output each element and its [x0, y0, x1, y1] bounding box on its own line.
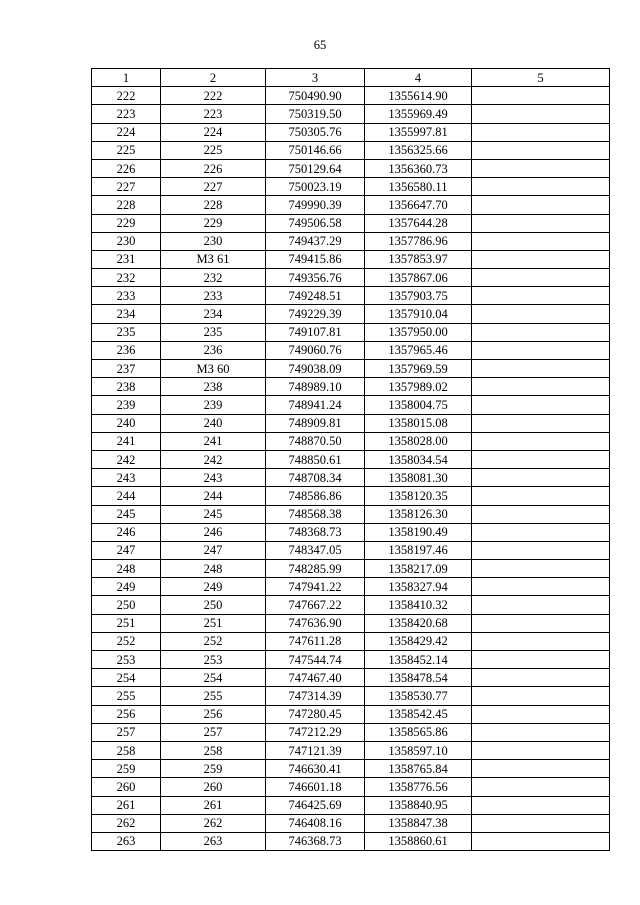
x-coordinate-cell: 748568.38 [266, 505, 365, 523]
y-coordinate-cell: 1357910.04 [365, 305, 472, 323]
y-coordinate-cell: 1355614.90 [365, 87, 472, 105]
point-number-cell: 236 [92, 341, 161, 359]
point-number-cell: 227 [92, 178, 161, 196]
note-cell [472, 123, 610, 141]
point-label-cell: 253 [161, 651, 266, 669]
y-coordinate-cell: 1355997.81 [365, 123, 472, 141]
y-coordinate-cell: 1357786.96 [365, 232, 472, 250]
point-label-cell: 222 [161, 87, 266, 105]
y-coordinate-cell: 1358120.35 [365, 487, 472, 505]
y-coordinate-cell: 1358034.54 [365, 450, 472, 468]
table-row [92, 687, 610, 705]
x-coordinate-cell: 750305.76 [266, 123, 365, 141]
note-cell [472, 832, 610, 850]
table-row [92, 669, 610, 687]
note-cell [472, 232, 610, 250]
x-coordinate-cell: 748850.61 [266, 450, 365, 468]
point-number-cell: 261 [92, 796, 161, 814]
table-row [92, 505, 610, 523]
point-label-cell: 244 [161, 487, 266, 505]
y-coordinate-cell: 1357950.00 [365, 323, 472, 341]
x-coordinate-cell: 748708.34 [266, 469, 365, 487]
table-row [92, 760, 610, 778]
note-cell [472, 141, 610, 159]
point-label-cell: 232 [161, 269, 266, 287]
coordinates-table [91, 68, 610, 851]
note-cell [472, 505, 610, 523]
y-coordinate-cell: 1358126.30 [365, 505, 472, 523]
table-row [92, 651, 610, 669]
note-cell [472, 269, 610, 287]
point-number-cell: 262 [92, 814, 161, 832]
point-number-cell: 240 [92, 414, 161, 432]
table-row [92, 469, 610, 487]
point-label-cell: 240 [161, 414, 266, 432]
x-coordinate-cell: 746408.16 [266, 814, 365, 832]
x-coordinate-cell: 749038.09 [266, 360, 365, 378]
point-label-cell: 234 [161, 305, 266, 323]
point-number-cell: 259 [92, 760, 161, 778]
point-label-cell: 262 [161, 814, 266, 832]
y-coordinate-cell: 1358860.61 [365, 832, 472, 850]
point-number-cell: 229 [92, 214, 161, 232]
y-coordinate-cell: 1357644.28 [365, 214, 472, 232]
point-number-cell: 253 [92, 651, 161, 669]
point-number-cell: 245 [92, 505, 161, 523]
table-row [92, 396, 610, 414]
point-label-cell: 263 [161, 832, 266, 850]
point-label-cell: 257 [161, 723, 266, 741]
y-coordinate-cell: 1358478.54 [365, 669, 472, 687]
table-row [92, 141, 610, 159]
point-number-cell: 257 [92, 723, 161, 741]
point-label-cell: 235 [161, 323, 266, 341]
table-row [92, 705, 610, 723]
point-label-cell: 227 [161, 178, 266, 196]
table-row [92, 323, 610, 341]
x-coordinate-cell: 748870.50 [266, 432, 365, 450]
x-coordinate-cell: 748586.86 [266, 487, 365, 505]
point-number-cell: 247 [92, 541, 161, 559]
x-coordinate-cell: 749248.51 [266, 287, 365, 305]
note-cell [472, 250, 610, 268]
x-coordinate-cell: 748989.10 [266, 378, 365, 396]
table-row [92, 341, 610, 359]
table-row [92, 723, 610, 741]
point-label-cell: МЗ 60 [161, 360, 266, 378]
point-label-cell: 236 [161, 341, 266, 359]
column-header-5: 5 [472, 69, 610, 87]
y-coordinate-cell: 1355969.49 [365, 105, 472, 123]
x-coordinate-cell: 749506.58 [266, 214, 365, 232]
y-coordinate-cell: 1358420.68 [365, 614, 472, 632]
y-coordinate-cell: 1358776.56 [365, 778, 472, 796]
point-number-cell: 234 [92, 305, 161, 323]
point-label-cell: МЗ 61 [161, 250, 266, 268]
table-row [92, 232, 610, 250]
point-label-cell: 261 [161, 796, 266, 814]
table-row [92, 178, 610, 196]
x-coordinate-cell: 747611.28 [266, 632, 365, 650]
point-number-cell: 263 [92, 832, 161, 850]
x-coordinate-cell: 747544.74 [266, 651, 365, 669]
table-row [92, 632, 610, 650]
y-coordinate-cell: 1358452.14 [365, 651, 472, 669]
x-coordinate-cell: 746425.69 [266, 796, 365, 814]
point-number-cell: 239 [92, 396, 161, 414]
x-coordinate-cell: 749229.39 [266, 305, 365, 323]
y-coordinate-cell: 1356325.66 [365, 141, 472, 159]
y-coordinate-cell: 1357903.75 [365, 287, 472, 305]
y-coordinate-cell: 1358028.00 [365, 432, 472, 450]
y-coordinate-cell: 1358840.95 [365, 796, 472, 814]
note-cell [472, 287, 610, 305]
note-cell [472, 469, 610, 487]
point-label-cell: 226 [161, 159, 266, 177]
x-coordinate-cell: 747212.29 [266, 723, 365, 741]
note-cell [472, 105, 610, 123]
table-row [92, 269, 610, 287]
point-label-cell: 250 [161, 596, 266, 614]
table-row [92, 832, 610, 850]
point-number-cell: 260 [92, 778, 161, 796]
y-coordinate-cell: 1357969.59 [365, 360, 472, 378]
x-coordinate-cell: 750023.19 [266, 178, 365, 196]
point-label-cell: 260 [161, 778, 266, 796]
y-coordinate-cell: 1358004.75 [365, 396, 472, 414]
point-number-cell: 252 [92, 632, 161, 650]
x-coordinate-cell: 748347.05 [266, 541, 365, 559]
y-coordinate-cell: 1358197.46 [365, 541, 472, 559]
note-cell [472, 741, 610, 759]
table-row [92, 778, 610, 796]
note-cell [472, 578, 610, 596]
y-coordinate-cell: 1357853.97 [365, 250, 472, 268]
point-label-cell: 239 [161, 396, 266, 414]
table-row [92, 614, 610, 632]
point-number-cell: 222 [92, 87, 161, 105]
x-coordinate-cell: 749990.39 [266, 196, 365, 214]
point-number-cell: 224 [92, 123, 161, 141]
point-number-cell: 251 [92, 614, 161, 632]
point-number-cell: 246 [92, 523, 161, 541]
y-coordinate-cell: 1358847.38 [365, 814, 472, 832]
point-label-cell: 254 [161, 669, 266, 687]
point-number-cell: 255 [92, 687, 161, 705]
point-number-cell: 235 [92, 323, 161, 341]
column-header-4: 4 [365, 69, 472, 87]
y-coordinate-cell: 1356647.70 [365, 196, 472, 214]
x-coordinate-cell: 749437.29 [266, 232, 365, 250]
point-label-cell: 255 [161, 687, 266, 705]
x-coordinate-cell: 747121.39 [266, 741, 365, 759]
point-number-cell: 254 [92, 669, 161, 687]
note-cell [472, 396, 610, 414]
table-row [92, 305, 610, 323]
x-coordinate-cell: 747280.45 [266, 705, 365, 723]
point-number-cell: 232 [92, 269, 161, 287]
note-cell [472, 360, 610, 378]
point-number-cell: 258 [92, 741, 161, 759]
note-cell [472, 487, 610, 505]
table-row [92, 814, 610, 832]
table-row [92, 123, 610, 141]
point-number-cell: 237 [92, 360, 161, 378]
x-coordinate-cell: 748285.99 [266, 560, 365, 578]
table-row [92, 560, 610, 578]
y-coordinate-cell: 1358217.09 [365, 560, 472, 578]
page-number: 65 [313, 38, 327, 52]
x-coordinate-cell: 749415.86 [266, 250, 365, 268]
point-label-cell: 228 [161, 196, 266, 214]
point-number-cell: 250 [92, 596, 161, 614]
note-cell [472, 305, 610, 323]
note-cell [472, 705, 610, 723]
x-coordinate-cell: 746368.73 [266, 832, 365, 850]
y-coordinate-cell: 1358542.45 [365, 705, 472, 723]
table-header-row [92, 69, 610, 87]
y-coordinate-cell: 1356580.11 [365, 178, 472, 196]
note-cell [472, 796, 610, 814]
point-label-cell: 242 [161, 450, 266, 468]
note-cell [472, 196, 610, 214]
table-row [92, 360, 610, 378]
point-label-cell: 256 [161, 705, 266, 723]
point-number-cell: 233 [92, 287, 161, 305]
note-cell [472, 87, 610, 105]
note-cell [472, 323, 610, 341]
y-coordinate-cell: 1358429.42 [365, 632, 472, 650]
note-cell [472, 560, 610, 578]
column-header-1: 1 [92, 69, 161, 87]
point-label-cell: 249 [161, 578, 266, 596]
point-number-cell: 248 [92, 560, 161, 578]
x-coordinate-cell: 747636.90 [266, 614, 365, 632]
point-label-cell: 224 [161, 123, 266, 141]
note-cell [472, 214, 610, 232]
y-coordinate-cell: 1356360.73 [365, 159, 472, 177]
point-number-cell: 223 [92, 105, 161, 123]
table-row [92, 214, 610, 232]
note-cell [472, 541, 610, 559]
note-cell [472, 632, 610, 650]
x-coordinate-cell: 747667.22 [266, 596, 365, 614]
point-label-cell: 248 [161, 560, 266, 578]
note-cell [472, 669, 610, 687]
x-coordinate-cell: 750319.50 [266, 105, 365, 123]
table-row [92, 541, 610, 559]
note-cell [472, 723, 610, 741]
note-cell [472, 450, 610, 468]
y-coordinate-cell: 1357867.06 [365, 269, 472, 287]
x-coordinate-cell: 749107.81 [266, 323, 365, 341]
x-coordinate-cell: 747941.22 [266, 578, 365, 596]
x-coordinate-cell: 750146.66 [266, 141, 365, 159]
point-number-cell: 242 [92, 450, 161, 468]
x-coordinate-cell: 748941.24 [266, 396, 365, 414]
note-cell [472, 687, 610, 705]
point-number-cell: 230 [92, 232, 161, 250]
x-coordinate-cell: 748368.73 [266, 523, 365, 541]
note-cell [472, 778, 610, 796]
y-coordinate-cell: 1358765.84 [365, 760, 472, 778]
y-coordinate-cell: 1358327.94 [365, 578, 472, 596]
point-number-cell: 228 [92, 196, 161, 214]
table-row [92, 741, 610, 759]
point-label-cell: 233 [161, 287, 266, 305]
table-row [92, 196, 610, 214]
x-coordinate-cell: 746601.18 [266, 778, 365, 796]
y-coordinate-cell: 1358081.30 [365, 469, 472, 487]
point-label-cell: 251 [161, 614, 266, 632]
x-coordinate-cell: 746630.41 [266, 760, 365, 778]
table-row [92, 596, 610, 614]
table-row [92, 450, 610, 468]
table-row [92, 105, 610, 123]
x-coordinate-cell: 750129.64 [266, 159, 365, 177]
y-coordinate-cell: 1357989.02 [365, 378, 472, 396]
note-cell [472, 378, 610, 396]
note-cell [472, 523, 610, 541]
x-coordinate-cell: 749060.76 [266, 341, 365, 359]
point-label-cell: 245 [161, 505, 266, 523]
table-row [92, 578, 610, 596]
y-coordinate-cell: 1358530.77 [365, 687, 472, 705]
point-number-cell: 256 [92, 705, 161, 723]
note-cell [472, 178, 610, 196]
point-number-cell: 241 [92, 432, 161, 450]
note-cell [472, 814, 610, 832]
note-cell [472, 651, 610, 669]
point-label-cell: 247 [161, 541, 266, 559]
y-coordinate-cell: 1357965.46 [365, 341, 472, 359]
note-cell [472, 614, 610, 632]
point-number-cell: 243 [92, 469, 161, 487]
note-cell [472, 760, 610, 778]
note-cell [472, 414, 610, 432]
point-label-cell: 223 [161, 105, 266, 123]
point-number-cell: 244 [92, 487, 161, 505]
note-cell [472, 159, 610, 177]
point-label-cell: 246 [161, 523, 266, 541]
table-row [92, 487, 610, 505]
y-coordinate-cell: 1358597.10 [365, 741, 472, 759]
table-row [92, 432, 610, 450]
point-number-cell: 231 [92, 250, 161, 268]
y-coordinate-cell: 1358410.32 [365, 596, 472, 614]
x-coordinate-cell: 749356.76 [266, 269, 365, 287]
note-cell [472, 432, 610, 450]
table-body [92, 87, 610, 851]
x-coordinate-cell: 747467.40 [266, 669, 365, 687]
point-number-cell: 238 [92, 378, 161, 396]
point-label-cell: 258 [161, 741, 266, 759]
note-cell [472, 596, 610, 614]
point-label-cell: 238 [161, 378, 266, 396]
point-label-cell: 225 [161, 141, 266, 159]
table-row [92, 523, 610, 541]
y-coordinate-cell: 1358015.08 [365, 414, 472, 432]
column-header-3: 3 [266, 69, 365, 87]
note-cell [472, 341, 610, 359]
table-row [92, 250, 610, 268]
x-coordinate-cell: 750490.90 [266, 87, 365, 105]
point-number-cell: 226 [92, 159, 161, 177]
point-number-cell: 225 [92, 141, 161, 159]
point-label-cell: 241 [161, 432, 266, 450]
table-row [92, 796, 610, 814]
x-coordinate-cell: 747314.39 [266, 687, 365, 705]
table-row [92, 159, 610, 177]
table-row [92, 287, 610, 305]
point-label-cell: 243 [161, 469, 266, 487]
point-label-cell: 259 [161, 760, 266, 778]
table-row [92, 378, 610, 396]
y-coordinate-cell: 1358565.86 [365, 723, 472, 741]
y-coordinate-cell: 1358190.49 [365, 523, 472, 541]
column-header-2: 2 [161, 69, 266, 87]
point-label-cell: 252 [161, 632, 266, 650]
table-row [92, 414, 610, 432]
point-label-cell: 230 [161, 232, 266, 250]
point-label-cell: 229 [161, 214, 266, 232]
table-row [92, 87, 610, 105]
point-number-cell: 249 [92, 578, 161, 596]
x-coordinate-cell: 748909.81 [266, 414, 365, 432]
